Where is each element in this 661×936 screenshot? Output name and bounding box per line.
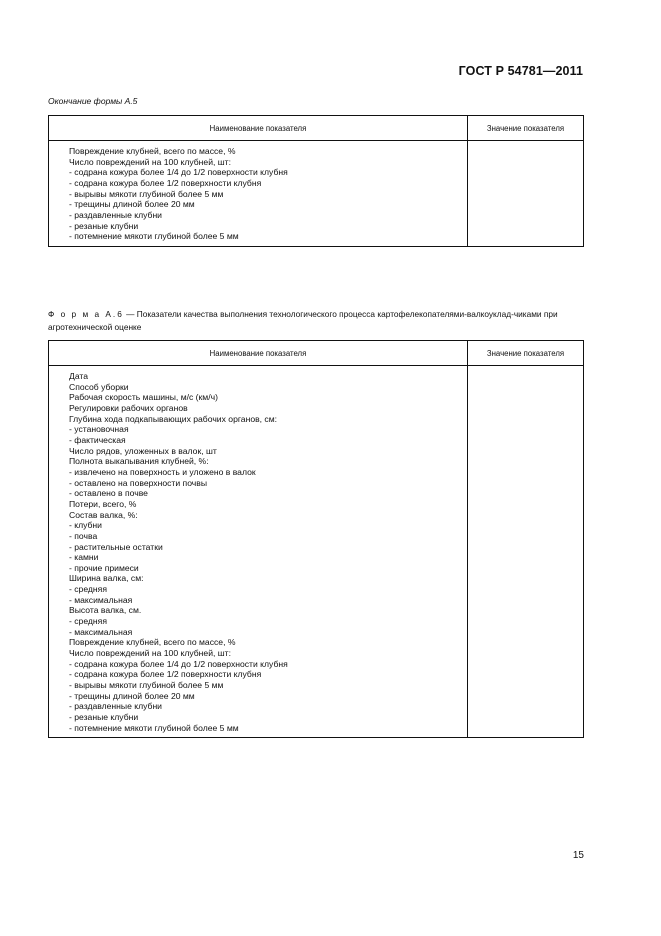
form-a5-header-row <box>49 116 584 141</box>
indicator-row: - оставлено в почве <box>69 488 148 499</box>
form-a6-caption-label: Ф о р м а А.6 <box>48 309 124 319</box>
indicator-row: - оставлено на поверхности почвы <box>69 477 208 488</box>
indicator-row: - содрана кожура более 1/4 до 1/2 поверхности клубня <box>69 167 288 178</box>
indicator-row: - раздавленные клубни <box>69 209 162 220</box>
form-a5-col-value-header: Значение показателя <box>468 116 584 141</box>
form-a5-body-row <box>49 141 584 247</box>
indicator-row: - растительные остатки <box>69 541 163 552</box>
indicator-row: Рабочая скорость машины, м/с (км/ч) <box>69 392 218 403</box>
indicator-row: - резаные клубни <box>69 220 139 231</box>
indicator-row: - установочная <box>69 424 129 435</box>
indicator-row: - фактическая <box>69 434 126 445</box>
indicator-row: - трещины длиной более 20 мм <box>69 199 195 210</box>
indicator-row: - трещины длиной более 20 мм <box>69 690 195 701</box>
form-a5-table <box>48 115 584 247</box>
indicator-row: - содрана кожура более 1/4 до 1/2 поверхности клубня <box>69 658 288 669</box>
indicator-row: Потери, всего, % <box>69 498 137 509</box>
form-a6-caption <box>48 308 588 333</box>
indicator-row: - вырывы мякоти глубиной более 5 мм <box>69 188 224 199</box>
form-a6-col-name-header: Наименование показателя <box>49 341 468 366</box>
indicator-row: Высота валка, см. <box>69 605 142 616</box>
indicator-row: - камни <box>69 552 99 563</box>
indicator-row: Регулировки рабочих органов <box>69 402 188 413</box>
page-number: 15 <box>572 850 584 861</box>
indicator-row: - максимальная <box>69 626 133 637</box>
indicator-row: - содрана кожура более 1/2 поверхности клубня <box>69 177 262 188</box>
indicator-row: - почва <box>69 530 98 541</box>
indicator-row: Глубина хода подкапывающих рабочих органов, см: <box>69 413 278 424</box>
indicator-row: Число повреждений на 100 клубней, шт: <box>69 648 231 659</box>
form-a6-table <box>48 340 584 738</box>
document-code: ГОСТ Р 54781—2011 <box>458 64 583 78</box>
indicator-row: - клубни <box>69 520 102 531</box>
indicator-row: Повреждение клубней, всего по массе, % <box>69 146 236 156</box>
indicator-row: - максимальная <box>69 594 133 605</box>
form-a5-value-cell[interactable] <box>468 141 584 247</box>
indicator-row: - вырывы мякоти глубиной более 5 мм <box>69 680 224 691</box>
indicator-row: Полнота выкапывания клубней, %: <box>69 456 209 467</box>
form-a5-caption: Окончание формы А.5 <box>48 96 138 106</box>
form-a5-indicator-list <box>49 141 468 247</box>
form-a5-col-name-header: Наименование показателя <box>49 116 468 141</box>
form-a6-indicator-list <box>49 366 468 738</box>
indicator-row: - потемнение мякоти глубиной более 5 мм <box>69 231 239 242</box>
indicator-row: - средняя <box>69 616 107 627</box>
indicator-row: Ширина валка, см: <box>69 573 144 584</box>
form-a6-header-row <box>49 341 584 366</box>
form-a6-col-value-header: Значение показателя <box>468 341 584 366</box>
indicator-row: Повреждение клубней, всего по массе, % <box>69 637 236 648</box>
form-a6-body-row <box>49 366 584 738</box>
indicator-row: Состав валка, %: <box>69 509 138 520</box>
indicator-row: - резаные клубни <box>69 712 139 722</box>
indicator-row: - потемнение мякоти глубиной более 5 мм <box>69 722 239 733</box>
indicator-row: Способ уборки <box>69 381 129 392</box>
form-a6-caption-text: — Показатели качества выполнения технологического процесса картофелекопателями-валкоуклад-чиками при агротехнической оценке <box>48 309 558 332</box>
form-a6-value-cell[interactable] <box>468 366 584 738</box>
indicator-row: - средняя <box>69 584 107 595</box>
indicator-row: - извлечено на поверхность и уложено в валок <box>69 466 256 477</box>
indicator-row: - прочие примеси <box>69 562 139 573</box>
indicator-row: Число рядов, уложенных в валок, шт <box>69 445 217 456</box>
indicator-row: Дата <box>69 371 89 381</box>
indicator-row: - раздавленные клубни <box>69 701 162 712</box>
indicator-row: Число повреждений на 100 клубней, шт: <box>69 156 231 167</box>
indicator-row: - содрана кожура более 1/2 поверхности клубня <box>69 669 262 680</box>
